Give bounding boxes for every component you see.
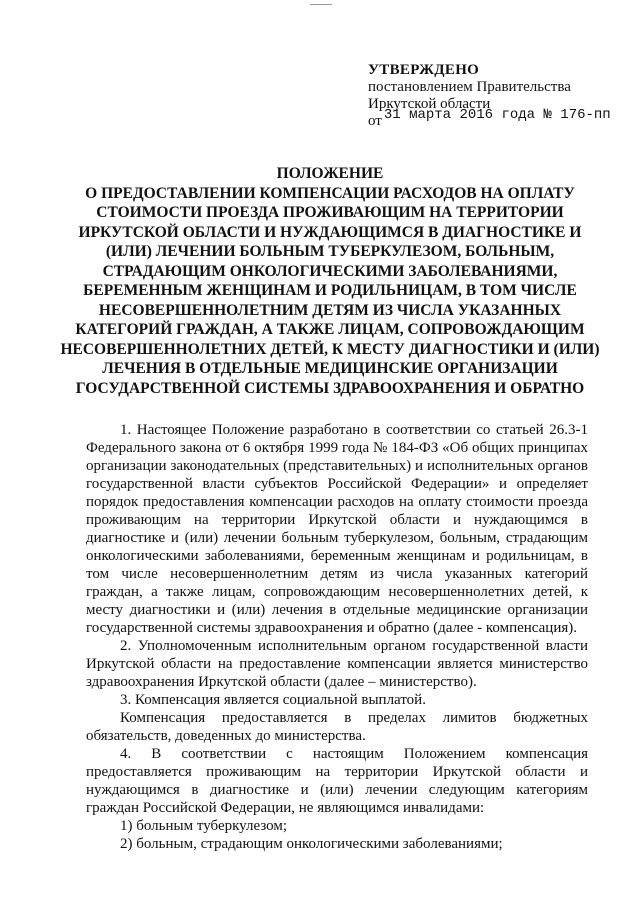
approval-date-number: 31 марта 2016 года № 176-пп xyxy=(383,107,611,123)
approval-block xyxy=(368,62,611,131)
title-text: О ПРЕДОСТАВЛЕНИИ КОМПЕНСАЦИИ РАСХОДОВ НА ОПЛАТУ СТОИМОСТИ ПРОЕЗДА ПРОЖИВАЮЩИМ НА ТЕРРИТОРИИ ИРКУТСКОЙ ОБЛАСТИ И НУЖДАЮЩИМСЯ В ДИАГНОСТИКЕ И (ИЛИ) ЛЕЧЕНИИ БОЛЬНЫМ ТУБЕРКУЛЕЗОМ, БОЛЬНЫМ, СТРАДАЮЩИМ ОНКОЛОГИЧЕСКИМИ ЗАБОЛЕВАНИЯМИ, БЕРЕМЕННЫМ ЖЕНЩИНАМ И РОДИЛЬНИЦАМ, В ТОМ ЧИСЛЕ НЕСОВЕРШЕННОЛЕТНИМ ДЕТЯМ ИЗ ЧИСЛА УКАЗАННЫХ КАТЕГОРИЙ ГРАЖДАН, А ТАКЖЕ ЛИЦАМ, СОПРОВОЖДАЮЩИМ НЕСОВЕРШЕННОЛЕТНИХ ДЕТЕЙ, К МЕСТУ ДИАГНОСТИКИ И (ИЛИ) ЛЕЧЕНИЯ В ОТДЕЛЬНЫЕ МЕДИЦИНСКИЕ ОРГАНИЗАЦИИ ГОСУДАРСТВЕННОЙ СИСТЕМЫ ЗДРАВООХРАНЕНИЯ И ОБРАТНО xyxy=(60,184,600,397)
scan-mark xyxy=(310,4,332,5)
approval-line-1: постановлением Правительства xyxy=(368,79,571,95)
document-title xyxy=(60,164,600,398)
paragraph-1: 1. Настоящее Положение разработано в соответствии со статьей 26.3-1 Федерального закона от 6 октября 1999 года № 184-ФЗ «Об общих принципах организации законодательных (представительных) и исполнительных органов государственной власти субъектов Российской Федерации» и определяет порядок предоставления компенсации расходов на оплату стоимости проезда проживающим на территории Иркутской области и нуждающимся в диагностике и (или) лечении больным туберкулезом, больным, страдающим онкологическими заболеваниями, беременным женщинам и родильницам, в том числе несовершеннолетним детям из числа указанных категорий граждан, а также лицам, сопровождающим несовершеннолетних детей, к месту диагностики и (или) лечения в отдельные медицинские организации государственной системы здравоохранения и обратно (далее - компенсация). xyxy=(86,422,588,636)
approval-ot: от xyxy=(368,113,382,129)
paragraph-3: 3. Компенсация является социальной выплатой. xyxy=(120,692,426,708)
approval-stamp: УТВЕРЖДЕНО xyxy=(368,62,480,78)
paragraph-2: 2. Уполномоченным исполнительным органом государственной власти Иркутской области на предоставление компенсации является министерство здравоохранения Иркутской области (далее – министерство). xyxy=(86,638,588,690)
approval-line-2: Иркутской области xyxy=(368,96,491,112)
paragraph-4: 4. В соответствии с настоящим Положением компенсация предоставляется проживающим на территории Иркутской области и нуждающимся в диагностике и (или) лечении следующим категориям граждан Российской Федерации, не являющимся инвалидами: xyxy=(86,746,588,816)
list-item-1: 1) больным туберкулезом; xyxy=(120,818,288,834)
list-item-2: 2) больным, страдающим онкологическими заболеваниями; xyxy=(120,836,503,852)
document-body xyxy=(86,421,588,853)
approval-date-line xyxy=(368,107,611,131)
title-heading: ПОЛОЖЕНИЕ xyxy=(276,165,384,182)
paragraph-3-note: Компенсация предоставляется в пределах лимитов бюджетных обязательств, доведенных до министерства. xyxy=(86,710,588,744)
